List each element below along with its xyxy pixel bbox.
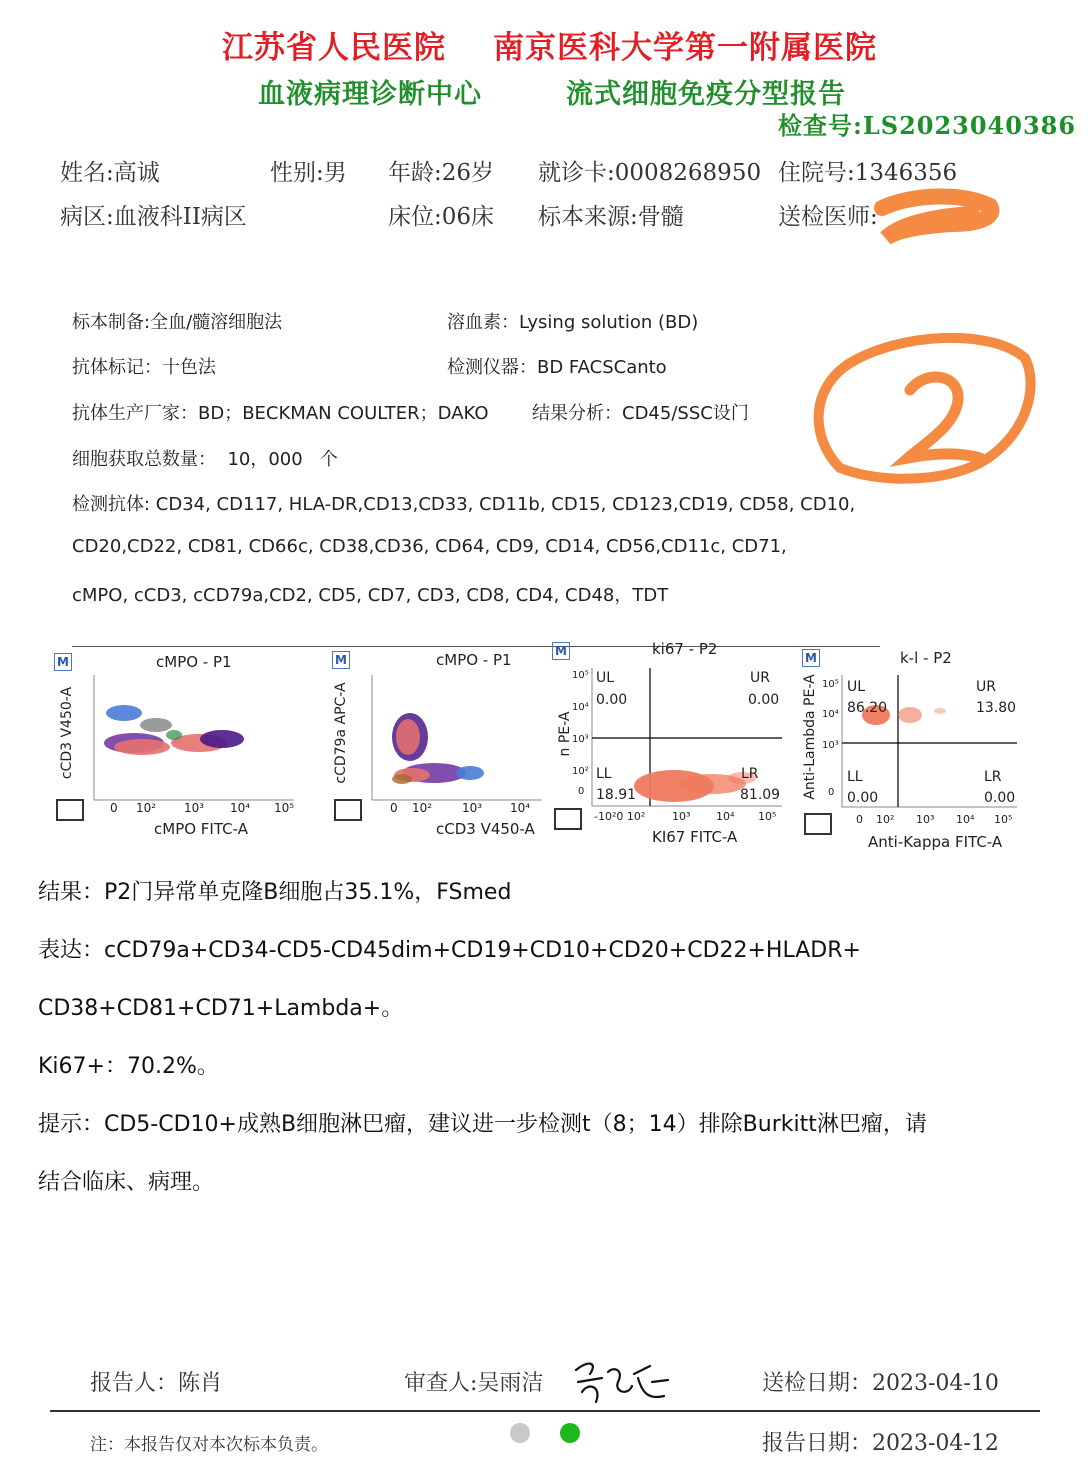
send-date: 送检日期：2023-04-10 bbox=[762, 1371, 999, 1396]
quadrant-ur-label: UR bbox=[750, 670, 770, 686]
quadrant-ll-label: LL bbox=[596, 766, 612, 782]
antibodies-line-2: CD20,CD22, CD81, CD66c, CD38,CD36, CD64, CD9, CD14, CD56,CD11c, CD71, bbox=[72, 536, 787, 557]
antibody-label: 抗体标记：十色法 bbox=[72, 357, 216, 378]
exam-number: 检查号:LS2023040386 bbox=[778, 111, 1077, 140]
plot-ytick: 10² bbox=[572, 766, 589, 777]
reviewer: 审查人:吴雨洁 bbox=[404, 1371, 544, 1396]
page-indicator-inactive[interactable] bbox=[510, 1423, 530, 1443]
diagnosis-center: 血液病理诊断中心 bbox=[258, 79, 482, 110]
plot-title: cMPO - P1 bbox=[436, 651, 512, 669]
redaction-scribble bbox=[872, 186, 1002, 246]
quadrant-ur-value: 13.80 bbox=[976, 700, 1017, 716]
plot-ytick: 10³ bbox=[572, 734, 589, 745]
result-line-5: 提示：CD5-CD10+成熟B细胞淋巴瘤，建议进一步检测t（8；14）排除Burkitt淋巴瘤，请 bbox=[38, 1112, 927, 1137]
cell-count: 细胞获取总数量： 10，000 个 bbox=[72, 449, 338, 470]
plot-title: k-l - P2 bbox=[900, 649, 952, 667]
plot-ylabel: Anti-Lambda PE-A bbox=[802, 674, 818, 800]
plot-xtick: 10³ bbox=[184, 801, 205, 815]
lysing-solution: 溶血素：Lysing solution (BD) bbox=[447, 312, 699, 333]
plot-title: ki67 - P2 bbox=[652, 640, 718, 658]
plot-xlabel: Anti-Kappa FITC-A bbox=[868, 833, 1003, 851]
plot-xlabel: KI67 FITC-A bbox=[652, 828, 738, 846]
flow-plot-2 bbox=[330, 645, 550, 845]
result-analysis: 结果分析：CD45/SSC设门 bbox=[532, 403, 749, 424]
footnote: 注：本报告仅对本次标本负责。 bbox=[90, 1435, 328, 1455]
quadrant-lr-label: LR bbox=[984, 769, 1002, 785]
plot-xtick: 10² bbox=[876, 813, 895, 826]
flow-plot-1 bbox=[52, 645, 302, 845]
plot-area bbox=[592, 668, 782, 806]
plot-xtick: 0 bbox=[856, 813, 863, 826]
quadrant-ll-value: 18.91 bbox=[596, 787, 637, 803]
hospital-name-right: 南京医科大学第一附属医院 bbox=[493, 30, 877, 66]
manufacturer: 抗体生产厂家：BD；BECKMAN COULTER；DAKO bbox=[72, 403, 489, 424]
plot-xtick: 0 bbox=[390, 801, 398, 815]
result-line-2: 表达：cCD79a+CD34-CD5-CD45dim+CD19+CD10+CD20+CD22+HLADR+ bbox=[38, 938, 861, 963]
result-line-6: 结合临床、病理。 bbox=[38, 1170, 215, 1195]
plot-xlabel: cCD3 V450-A bbox=[436, 820, 535, 838]
plot-xtick: 10³ bbox=[462, 801, 483, 815]
plot-xtick: 10⁴ bbox=[716, 810, 735, 823]
handwritten-2-annotation bbox=[800, 318, 1040, 493]
sample-prep: 标本制备:全血/髓溶细胞法 bbox=[72, 312, 283, 333]
plot-xtick: 10⁴ bbox=[956, 813, 975, 826]
quadrant-ul-label: UL bbox=[596, 670, 615, 686]
result-line-1: 结果：P2门异常单克隆B细胞占35.1%，FSmed bbox=[38, 880, 512, 905]
plot-corner-box bbox=[804, 813, 832, 835]
plot-xtick: 0 bbox=[110, 801, 118, 815]
sending-doctor: 送检医师: bbox=[778, 204, 878, 230]
result-line-4: Ki67+：70.2%。 bbox=[38, 1054, 219, 1079]
patient-card: 就诊卡:0008268950 bbox=[538, 160, 762, 186]
plot-ytick: 0 bbox=[578, 786, 585, 797]
footer-rule bbox=[50, 1410, 1040, 1412]
quadrant-ll-label: LL bbox=[847, 769, 863, 785]
quadrant-lr-value: 81.09 bbox=[740, 787, 781, 803]
plot-xtick: 10⁴ bbox=[510, 801, 531, 815]
quadrant-ur-value: 0.00 bbox=[748, 692, 780, 708]
patient-name: 姓名:高诚 bbox=[60, 160, 160, 186]
patient-bed: 床位:06床 bbox=[388, 204, 495, 230]
plot-xtick: 10⁴ bbox=[230, 801, 251, 815]
plot-area bbox=[94, 675, 294, 800]
plot-m-badge: M bbox=[802, 649, 820, 667]
plot-corner-box bbox=[554, 808, 582, 830]
inpatient-number: 住院号:1346356 bbox=[778, 160, 958, 186]
quadrant-ll-value: 0.00 bbox=[847, 790, 879, 806]
quadrant-lr-label: LR bbox=[741, 766, 759, 782]
plot-xtick: 10⁵ bbox=[274, 801, 295, 815]
antibodies-line-3: cMPO, cCD3, cCD79a,CD2, CD5, CD7, CD3, CD8, CD4, CD48，TDT bbox=[72, 585, 669, 606]
plot-ytick: 0 bbox=[828, 787, 835, 798]
quadrant-ul-value: 0.00 bbox=[596, 692, 628, 708]
flow-plot-4 bbox=[800, 645, 1030, 855]
page-indicator-active[interactable] bbox=[560, 1423, 580, 1443]
hospital-name-left: 江苏省人民医院 bbox=[222, 30, 446, 66]
plot-xtick: 10³ bbox=[916, 813, 935, 826]
report-date: 报告日期：2023-04-12 bbox=[762, 1431, 999, 1456]
plot-ylabel: cCD79a APC-A bbox=[333, 682, 349, 784]
quadrant-ul-label: UL bbox=[847, 679, 866, 695]
patient-ward: 病区:血液科II病区 bbox=[60, 204, 247, 230]
plot-corner-box bbox=[56, 799, 84, 821]
plot-ytick: 10⁴ bbox=[572, 702, 589, 713]
plot-xlabel: cMPO FITC-A bbox=[154, 820, 248, 838]
antibodies-line-1: 检测抗体: CD34, CD117, HLA-DR,CD13,CD33, CD11b, CD15, CD123,CD19, CD58, CD10, bbox=[72, 494, 856, 515]
reviewer-signature bbox=[568, 1352, 678, 1412]
report-title: 流式细胞免疫分型报告 bbox=[566, 79, 846, 110]
plot-ytick: 10⁴ bbox=[822, 709, 839, 720]
plot-m-badge: M bbox=[552, 642, 570, 660]
plot-xtick: 10⁵ bbox=[758, 810, 777, 823]
quadrant-ul-value: 86.20 bbox=[847, 700, 888, 716]
plot-ylabel: cCD3 V450-A bbox=[59, 686, 75, 780]
plot-ytick: 10⁵ bbox=[572, 670, 589, 681]
patient-age: 年龄:26岁 bbox=[388, 160, 495, 186]
plot-area bbox=[372, 675, 542, 800]
quadrant-ur-label: UR bbox=[976, 679, 996, 695]
plot-ytick: 10³ bbox=[822, 740, 839, 751]
plot-xtick: 10³ bbox=[672, 810, 691, 823]
plot-title: cMPO - P1 bbox=[156, 653, 232, 671]
plot-m-badge: M bbox=[332, 651, 350, 669]
flow-plot-3 bbox=[550, 638, 790, 848]
reporter: 报告人：陈肖 bbox=[90, 1371, 223, 1396]
plot-ytick: 10⁵ bbox=[822, 679, 839, 690]
plot-xtick: 10² bbox=[412, 801, 433, 815]
quadrant-lr-value: 0.00 bbox=[984, 790, 1016, 806]
plot-m-badge: M bbox=[54, 653, 72, 671]
patient-sex: 性别:男 bbox=[270, 160, 347, 186]
instrument: 检测仪器：BD FACSCanto bbox=[447, 357, 667, 378]
sample-source: 标本来源:骨髓 bbox=[538, 204, 684, 230]
plot-xtick: 10² bbox=[136, 801, 157, 815]
plot-xtick: 10⁵ bbox=[994, 813, 1013, 826]
result-line-3: CD38+CD81+CD71+Lambda+。 bbox=[38, 996, 404, 1021]
plot-corner-box bbox=[334, 799, 362, 821]
plot-ylabel: n PE-A bbox=[557, 711, 573, 757]
plot-xtick: -10²0 10² bbox=[594, 810, 646, 823]
